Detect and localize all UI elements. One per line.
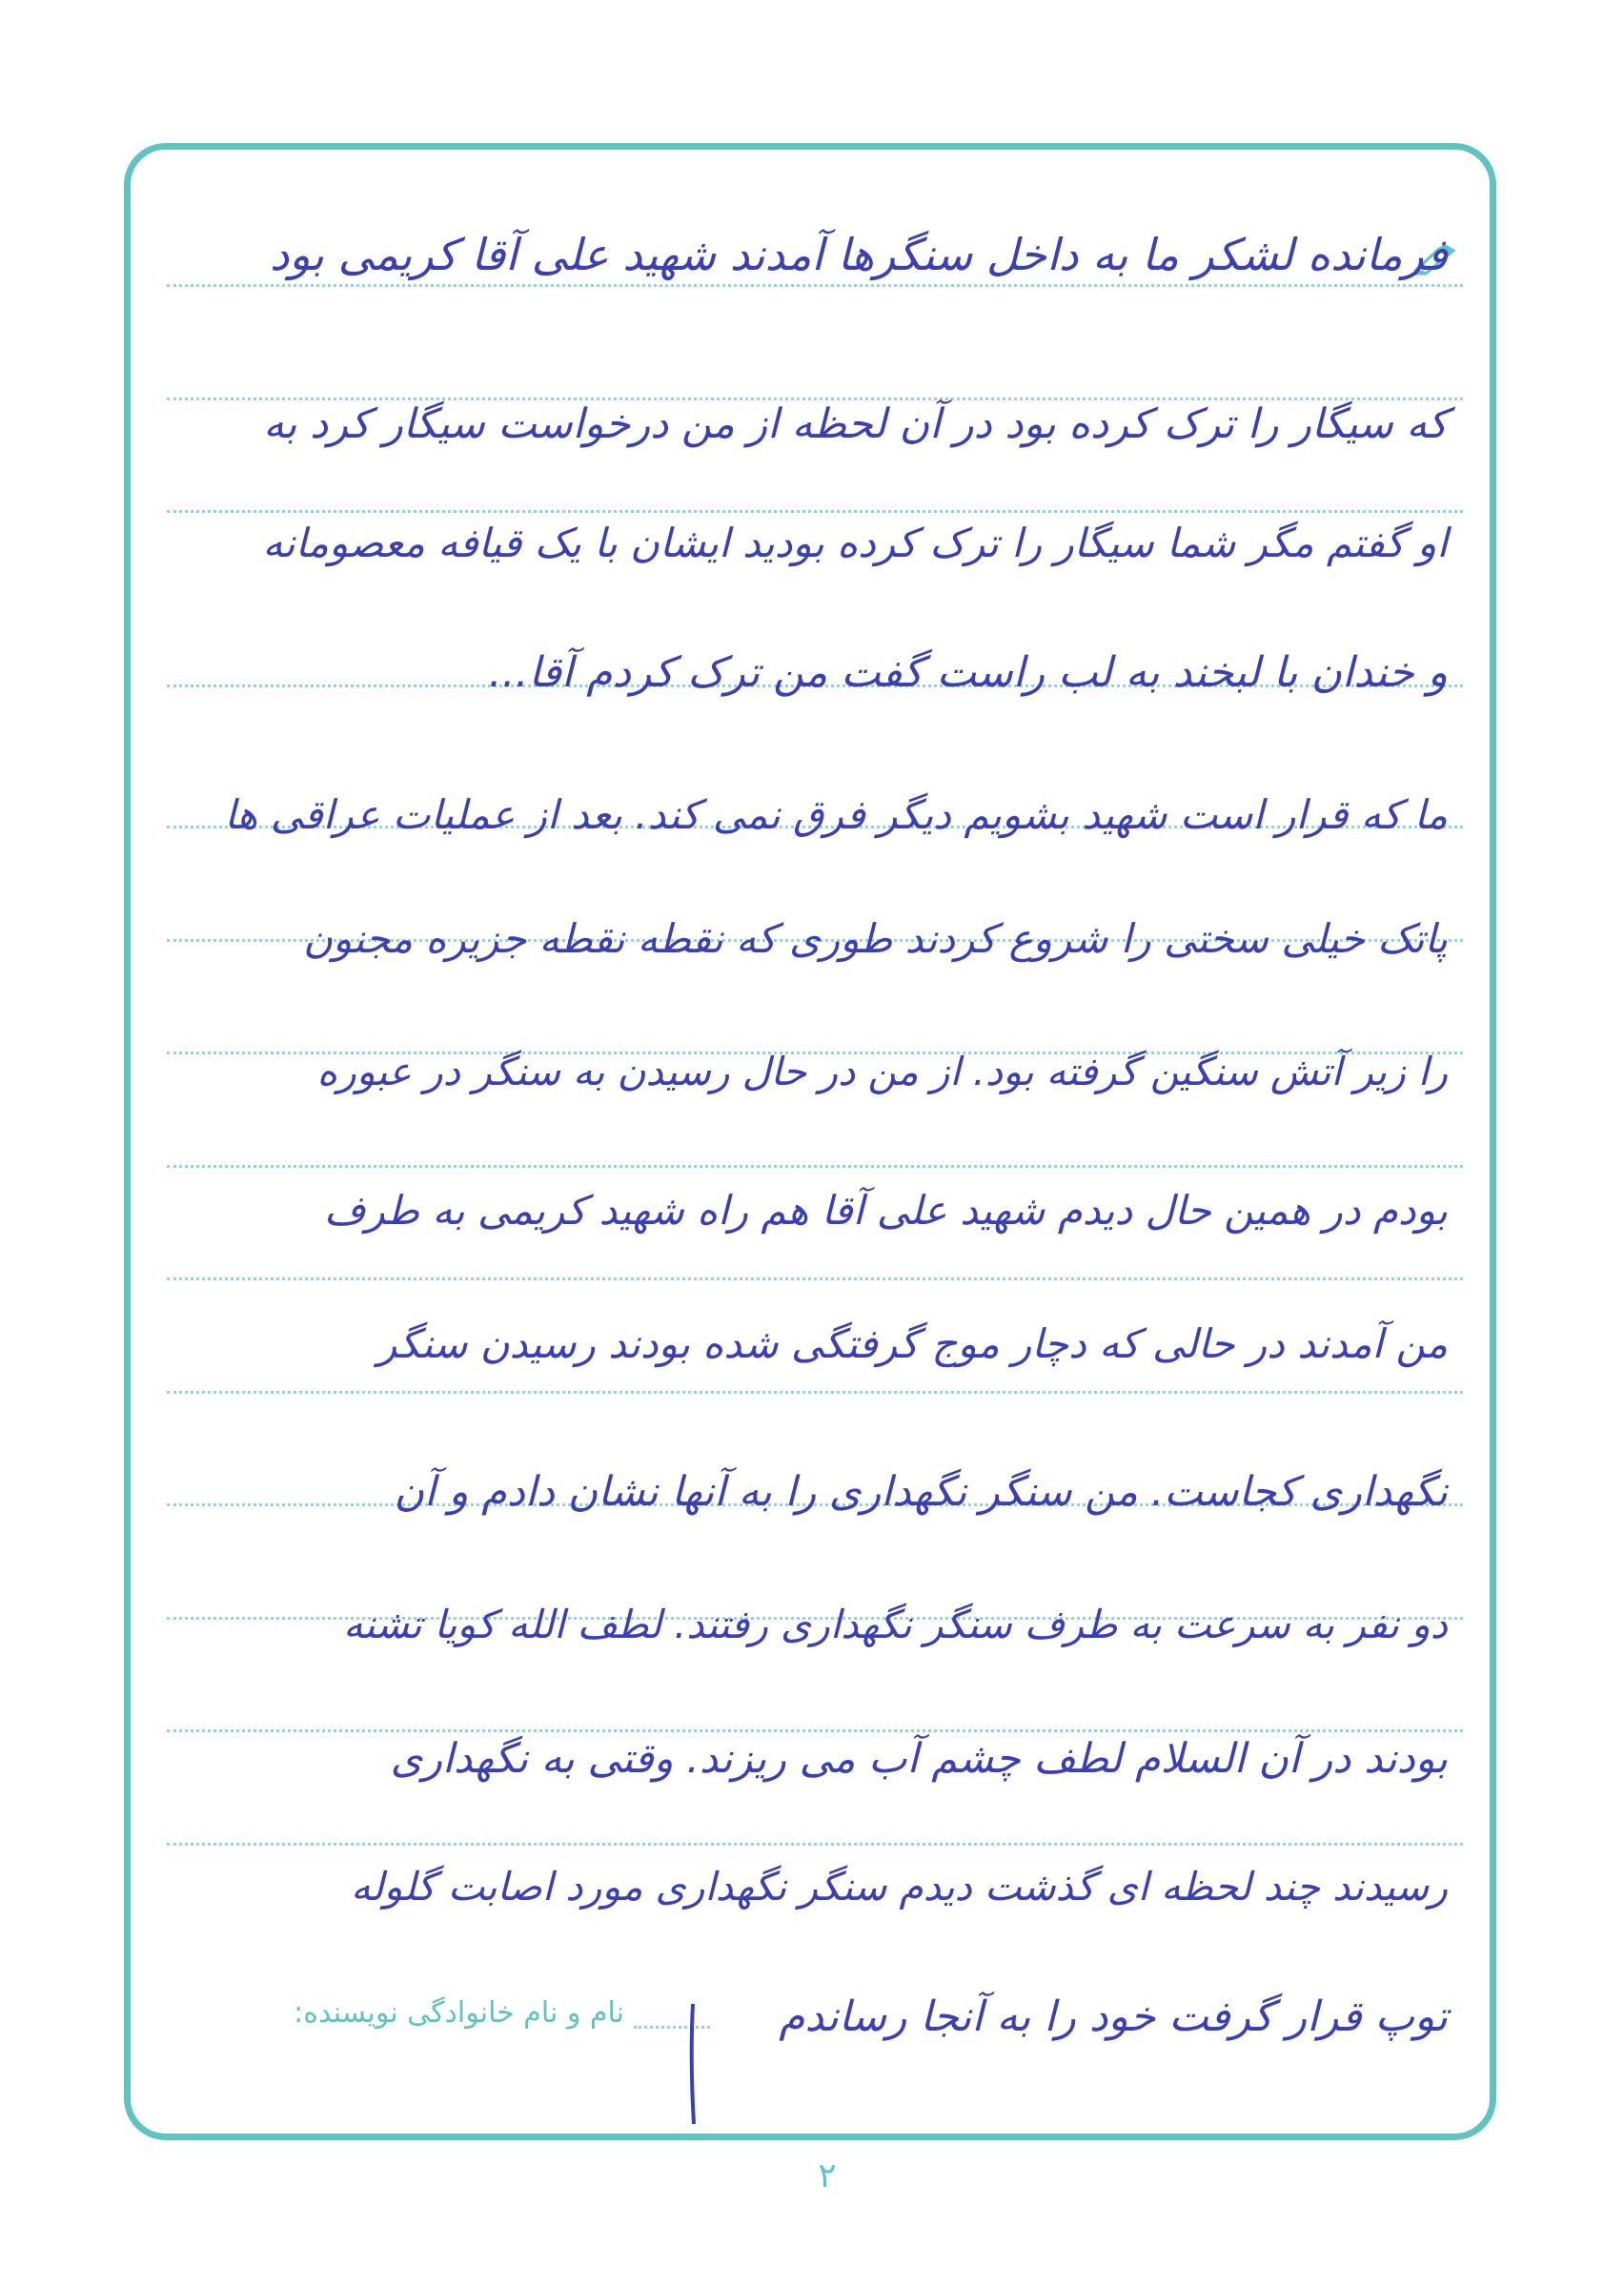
ruled-line: [167, 510, 1463, 513]
handwritten-line: که سیگار را ترک کرده بود در آن لحظه از من درخواست سیگار کرد به: [263, 400, 1448, 448]
handwritten-line: فرمانده لشکر ما به داخل سنگرها آمدند شهید علی آقا کریمی بود: [269, 229, 1448, 280]
handwritten-line: بودند در آن السلام لطف چشم آب می ریزند. وقتی به نگهداری: [390, 1735, 1448, 1783]
handwritten-line: دو نفر به سرعت به طرف سنگر نگهداری رفتند. لطف الله کویا تشنه: [343, 1602, 1448, 1647]
ruled-line: [167, 284, 1463, 287]
handwritten-line: پاتک خیلی سختی را شروع کردند طوری که نقطه نقطه جزیره مجنون: [303, 915, 1448, 962]
pen-stroke: [686, 2002, 700, 2126]
author-name-label: نام و نام خانوادگی نویسنده:: [294, 1996, 624, 2030]
handwritten-line: رسیدند چند لحظه ای گذشت دیدم سنگر نگهداری مورد اصابت گلوله: [351, 1864, 1448, 1910]
handwritten-line: توپ قرار گرفت خود را به آنجا رساندم: [779, 1992, 1448, 2041]
ruled-line: [167, 1277, 1463, 1280]
handwritten-line: من آمدند در حالی که دچار موج گرفتگی شده بودند رسیدن سنگر: [377, 1320, 1448, 1367]
handwritten-line: بودم در همین حال دیدم شهید علی آقا هم راه شهید کریمی به طرف: [323, 1187, 1448, 1234]
handwritten-line: نگهداری کجاست. من سنگر نگهداری را به آنها نشان دادم و آن: [394, 1468, 1448, 1516]
ruled-line: [167, 1165, 1463, 1168]
handwritten-line: ما که قرار است شهید بشویم دیگر فرق نمی کند. بعد از عملیات عراقی ها: [224, 791, 1448, 838]
page-number: ۲: [818, 2156, 837, 2196]
handwritten-line: و خندان با لبخند به لب راست گفت من ترک کردم آقا...: [488, 648, 1448, 697]
ruled-line: [167, 1843, 1463, 1846]
ruled-line: [167, 1729, 1463, 1732]
ruled-line: [167, 1391, 1463, 1394]
handwritten-line: او گفتم مگر شما سیگار را ترک کرده بودید ایشان با یک قیافه معصومانه: [262, 520, 1448, 566]
handwritten-line: را زیر آتش سنگین گرفته بود. از من در حال رسیدن به سنگر در عبوره: [316, 1049, 1448, 1094]
